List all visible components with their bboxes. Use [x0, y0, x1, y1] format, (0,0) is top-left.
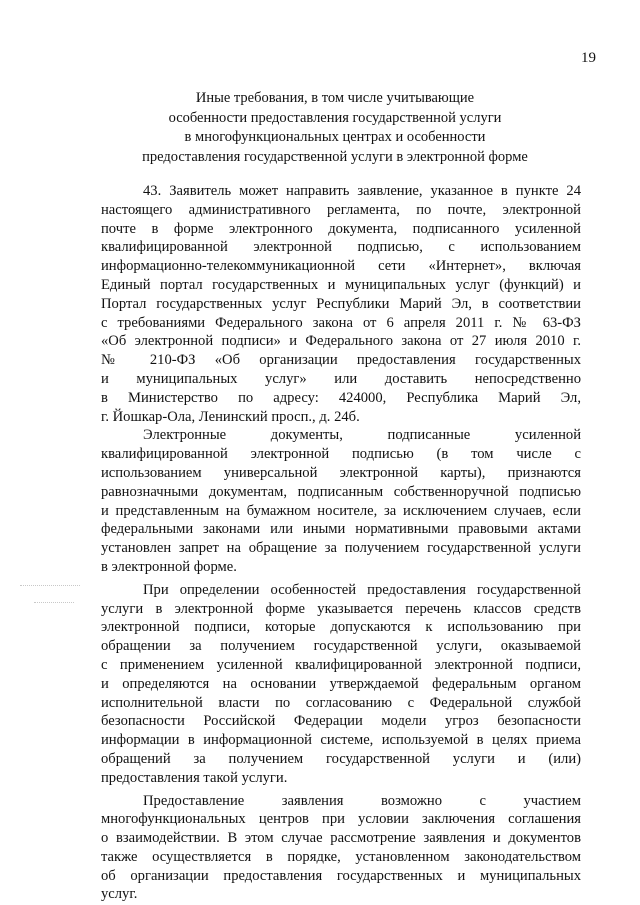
heading-line: особенности предоставления государственной услуги [168, 109, 502, 126]
text-line: обращении за получением государственной услуги, оказываемой [101, 638, 581, 655]
text-line: об организации предоставления государственных и муниципальных [101, 867, 581, 884]
text-line: г. Йошкар-Ола, Ленинский просп., д. 24б. [101, 408, 360, 425]
text-line: о взаимодействии. В этом случае рассмотрение заявления и документов [101, 830, 581, 847]
text-line: безопасности Российской Федерации модели угроз безопасности [101, 713, 581, 730]
text-line: в электронной форме. [101, 558, 237, 575]
text-line: «Об электронной подписи» и Федерального закона от 27 июля 2010 г. [101, 333, 581, 350]
text-line: настоящего административного регламента, по почте, электронной [101, 201, 581, 218]
text-line: федеральными законами или иными нормативными правовыми актами [101, 521, 581, 538]
text-line: равнозначными документам, подписанным собственноручной подписью [101, 483, 581, 500]
heading-line: предоставления государственной услуги в электронной форме [142, 148, 528, 165]
text-line: Электронные документы, подписанные усиленной [143, 427, 581, 444]
text-line: информации в информационной системе, используемой в целях приема [101, 732, 581, 749]
heading-line: Иные требования, в том числе учитывающие [195, 90, 475, 106]
text-line: При определении особенностей предоставления государственной [143, 581, 581, 598]
scan-margin-mark [34, 602, 74, 604]
text-line: услуг. [101, 886, 138, 903]
text-line: с требованиями Федерального закона от 6 апреля 2011 г. № 63-ФЗ [101, 314, 581, 331]
text-line: и представленным на бумажном носителе, за исключением случаев, если [101, 502, 581, 519]
text-line: информационно-телекоммуникационной сети «Интернет», включая [101, 258, 581, 275]
text-line: также осуществляется в порядке, установленном законодательством [101, 848, 581, 865]
heading-line: в многофункциональных центрах и особенности [184, 129, 486, 145]
paragraph-mfc [101, 792, 581, 905]
text-line: и определяются на основании утверждаемой федеральным органом [101, 675, 581, 692]
paragraph-electronic-documents [101, 426, 581, 576]
text-line: предоставления такой услуги. [101, 769, 288, 786]
text-line: № 210-ФЗ «Об организации предоставления государственных [101, 352, 581, 369]
text-line: установлен запрет на обращение за получением государственной услуги [101, 540, 581, 557]
body-text [101, 182, 581, 904]
text-line: в Министерство по адресу: 424000, Республика Марий Эл, [101, 389, 581, 406]
text-line: Портал государственных услуг Республики Марий Эл, в соответствии [101, 295, 581, 312]
text-line: услуги в электронной форме указывается перечень классов средств [101, 600, 581, 617]
text-line: с применением усиленной квалифицированной электронной подписи, [101, 656, 581, 673]
text-line: использованием универсальной электронной карты), признаются [101, 464, 581, 481]
text-line: Предоставление заявления возможно с участием [143, 792, 581, 809]
text-line: 43. Заявитель может направить заявление, указанное в пункте 24 [143, 183, 581, 199]
section-heading [100, 89, 570, 167]
text-line: почте в форме электронного документа, подписанного усиленной [101, 220, 581, 237]
page-number: 19 [581, 50, 596, 66]
text-line: обращений за получением государственной услуги и (или) [101, 750, 581, 767]
text-line: квалифицированной электронной подписью (в том числе с [101, 446, 581, 463]
text-line: квалифицированной электронной подписью, с использованием [101, 239, 581, 256]
paragraph-43 [101, 182, 581, 426]
scan-margin-mark [20, 585, 80, 587]
text-line: Единый портал государственных и муниципальных услуг (функций) и [101, 276, 581, 293]
paragraph-signature-classes [101, 581, 581, 788]
text-line: многофункциональных центров при условии заключения соглашения [101, 811, 581, 828]
text-line: исполнительной власти по согласованию с Федеральной службой [101, 694, 581, 711]
text-line: электронной подписи, которые допускаются к использованию при [101, 619, 581, 636]
text-line: и муниципальных услуг» или доставить непосредственно [101, 370, 581, 387]
